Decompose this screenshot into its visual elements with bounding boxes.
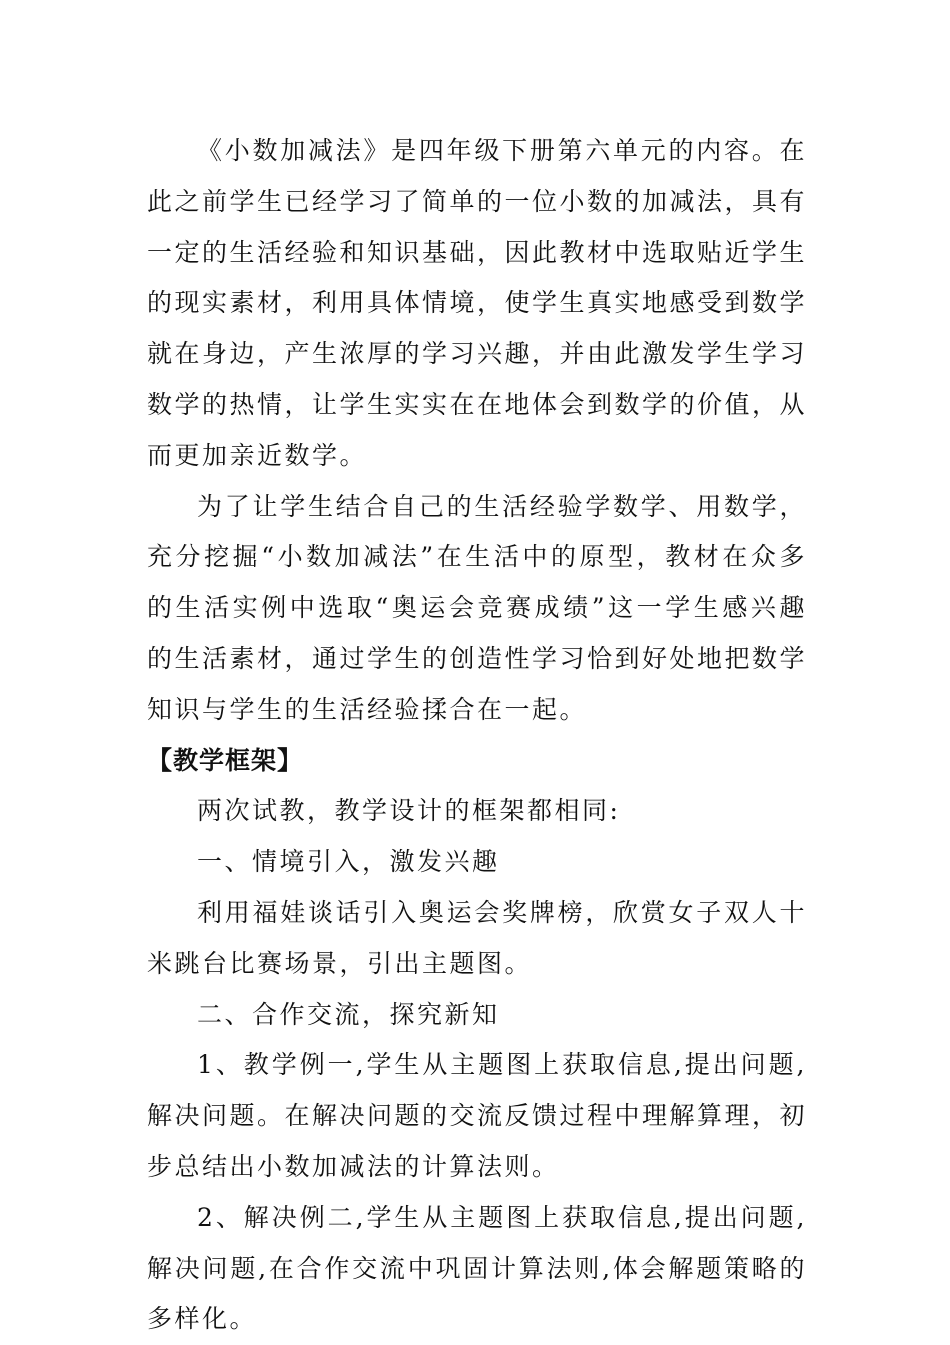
framework-intro: 两次试教，教学设计的框架都相同:: [197, 796, 621, 826]
step-1-text: 利用福娃谈话引入奥运会奖牌榜，欣赏女子双人十米跳台比赛场景，引出主题图。: [147, 897, 807, 978]
document-body: [147, 126, 807, 1345]
step-2-title: 二、合作交流，探究新知: [197, 999, 500, 1029]
step-2-item-1: 1、教学例一,学生从主题图上获取信息,提出问题,解决问题。在解决问题的交流反馈过程中理解算理，初步总结出小数加减法的计算法则。: [147, 1050, 808, 1181]
section-heading-teaching-framework: 【教学框架】: [147, 745, 304, 775]
paragraph-material-selection: 为了让学生结合自己的生活经验学数学、用数学，充分挖掘“小数加减法”在生活中的原型，教材在众多的生活实例中选取“奥运会竞赛成绩”这一学生感兴趣的生活素材，通过学生的创造性学习恰到好处地把数学知识与学生的生活经验揉合在一起。: [147, 491, 808, 724]
paragraph-textbook-overview: 《小数加减法》是四年级下册第六单元的内容。在此之前学生已经学习了简单的一位小数的加减法，具有一定的生活经验和知识基础，因此教材中选取贴近学生的现实素材，利用具体情境，使学生真实地感受到数学就在身边，产生浓厚的学习兴趣，并由此激发学生学习数学的热情，让学生实实在在地体会到数学的价值，从而更加亲近数学。: [147, 136, 808, 470]
step-1-title: 一、情境引入，激发兴趣: [197, 847, 500, 877]
step-2-item-2: 2、解决例二,学生从主题图上获取信息,提出问题,解决问题,在合作交流中巩固计算法则,体会解题策略的多样化。: [147, 1202, 807, 1334]
